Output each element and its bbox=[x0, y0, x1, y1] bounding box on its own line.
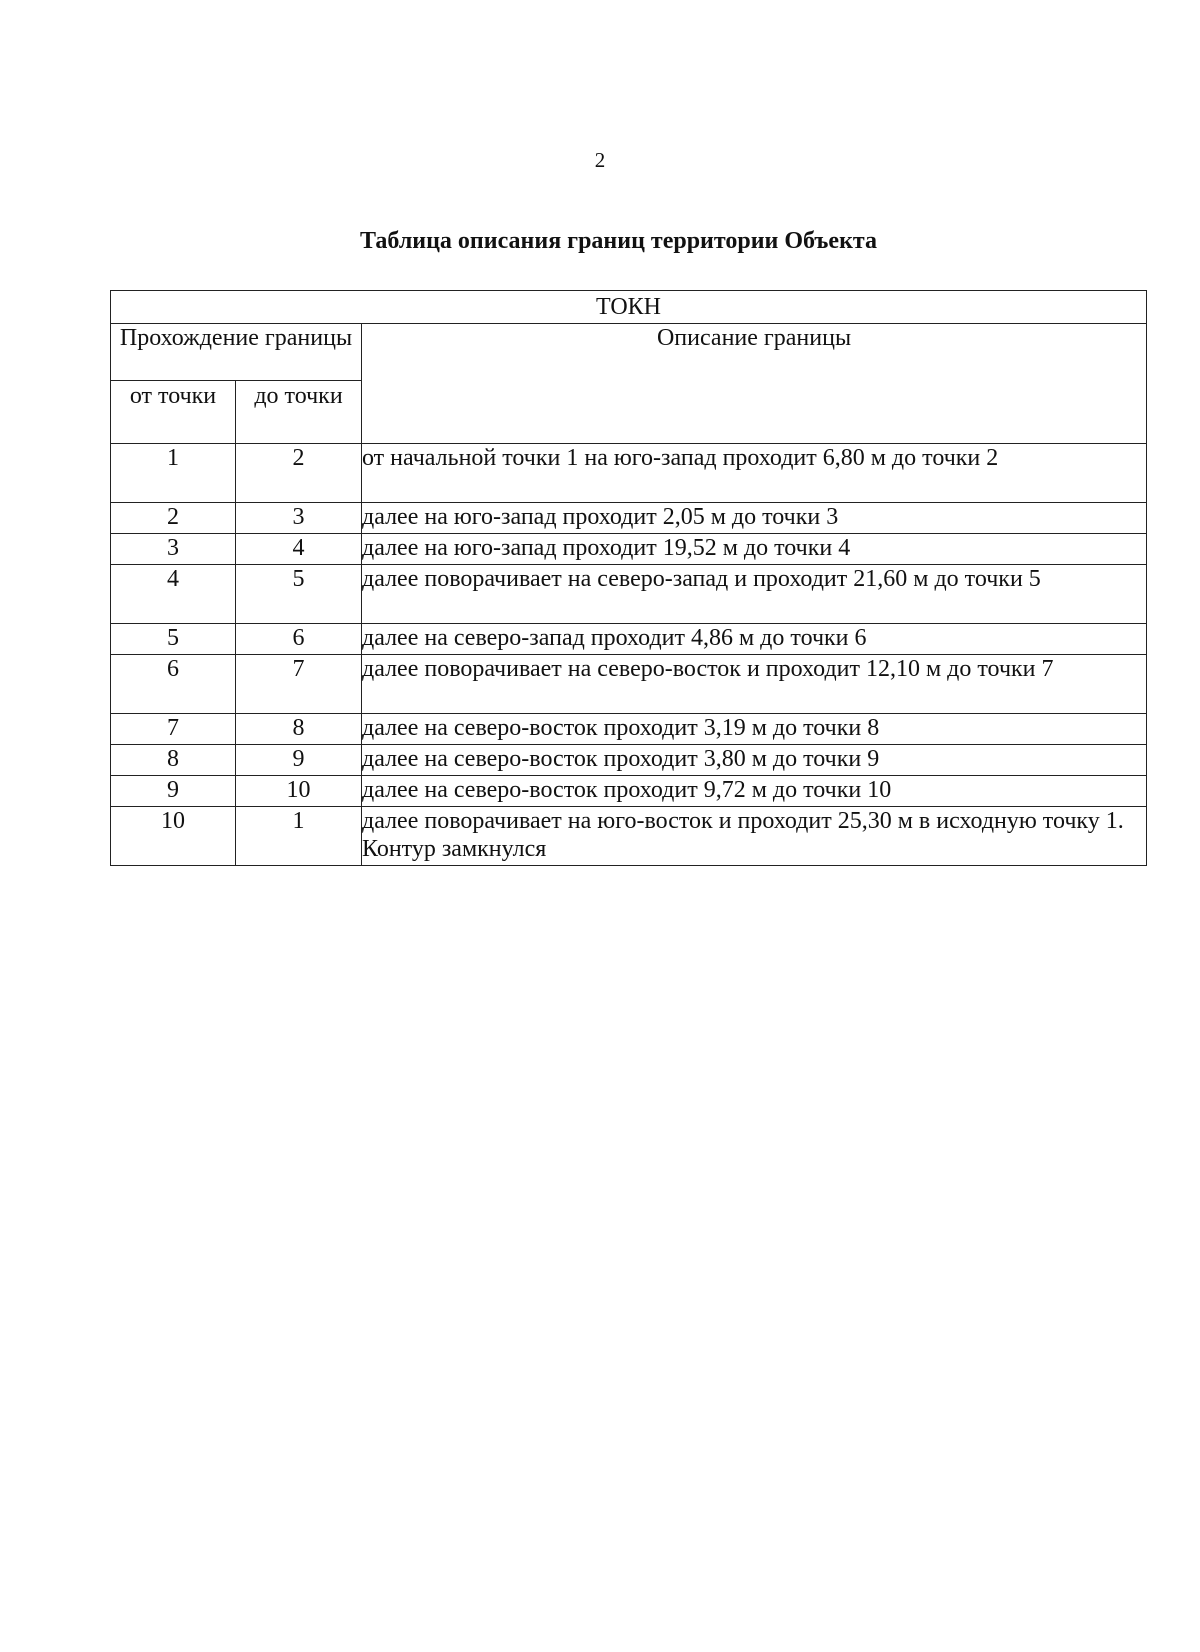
table-row bbox=[111, 444, 1147, 503]
table-row bbox=[111, 776, 1147, 807]
from-point-cell: 10 bbox=[111, 807, 236, 866]
to-point-cell: 3 bbox=[236, 503, 362, 534]
from-point-cell: 2 bbox=[111, 503, 236, 534]
to-point-header: до точки bbox=[236, 381, 362, 444]
description-cell: далее на юго-запад проходит 2,05 м до точки 3 bbox=[362, 503, 1147, 534]
table-row bbox=[111, 655, 1147, 714]
to-point-cell: 1 bbox=[236, 807, 362, 866]
table-section-row bbox=[111, 291, 1147, 324]
to-point-cell: 8 bbox=[236, 714, 362, 745]
description-cell: далее на юго-запад проходит 19,52 м до точки 4 bbox=[362, 534, 1147, 565]
table-row bbox=[111, 503, 1147, 534]
from-point-cell: 7 bbox=[111, 714, 236, 745]
section-header: ТОКН bbox=[111, 291, 1147, 324]
table-row bbox=[111, 534, 1147, 565]
to-point-cell: 6 bbox=[236, 624, 362, 655]
to-point-cell: 10 bbox=[236, 776, 362, 807]
description-cell: далее на северо-восток проходит 3,19 м до точки 8 bbox=[362, 714, 1147, 745]
table-row bbox=[111, 714, 1147, 745]
description-cell: далее поворачивает на юго-восток и проходит 25,30 м в исходную точку 1. Контур замкнулся bbox=[362, 807, 1147, 866]
table-row bbox=[111, 807, 1147, 866]
from-point-cell: 9 bbox=[111, 776, 236, 807]
description-cell: далее поворачивает на северо-запад и проходит 21,60 м до точки 5 bbox=[362, 565, 1147, 624]
passage-header: Прохождение границы bbox=[111, 324, 362, 381]
description-header: Описание границы bbox=[362, 324, 1147, 444]
description-cell: далее на северо-восток проходит 9,72 м до точки 10 bbox=[362, 776, 1147, 807]
description-cell: далее на северо-запад проходит 4,86 м до точки 6 bbox=[362, 624, 1147, 655]
to-point-cell: 7 bbox=[236, 655, 362, 714]
from-point-cell: 6 bbox=[111, 655, 236, 714]
boundary-table bbox=[110, 290, 1147, 866]
description-cell: далее на северо-восток проходит 3,80 м до точки 9 bbox=[362, 745, 1147, 776]
document-title: Таблица описания границ территории Объекта bbox=[360, 228, 877, 254]
from-point-cell: 1 bbox=[111, 444, 236, 503]
from-point-cell: 3 bbox=[111, 534, 236, 565]
from-point-header: от точки bbox=[111, 381, 236, 444]
page-number: 2 bbox=[594, 148, 606, 172]
table-row bbox=[111, 624, 1147, 655]
table-row bbox=[111, 565, 1147, 624]
description-cell: от начальной точки 1 на юго-запад проходит 6,80 м до точки 2 bbox=[362, 444, 1147, 503]
to-point-cell: 9 bbox=[236, 745, 362, 776]
to-point-cell: 5 bbox=[236, 565, 362, 624]
from-point-cell: 8 bbox=[111, 745, 236, 776]
from-point-cell: 5 bbox=[111, 624, 236, 655]
to-point-cell: 4 bbox=[236, 534, 362, 565]
to-point-cell: 2 bbox=[236, 444, 362, 503]
from-point-cell: 4 bbox=[111, 565, 236, 624]
table-header-row bbox=[111, 324, 1147, 381]
table-row bbox=[111, 745, 1147, 776]
description-cell: далее поворачивает на северо-восток и проходит 12,10 м до точки 7 bbox=[362, 655, 1147, 714]
